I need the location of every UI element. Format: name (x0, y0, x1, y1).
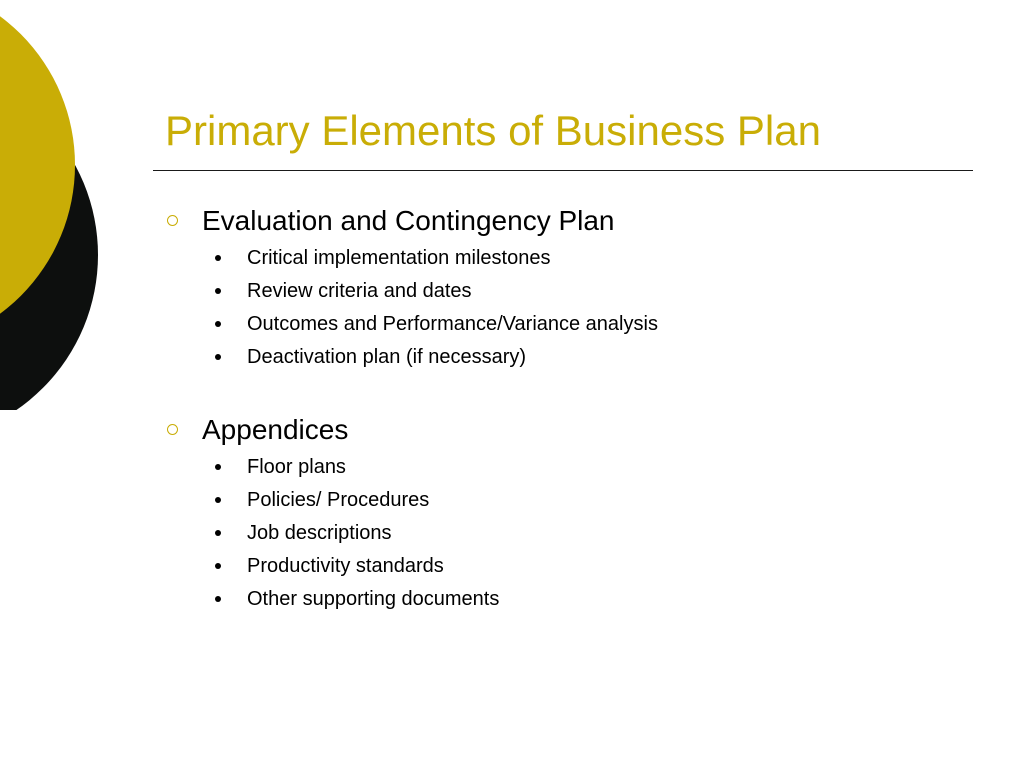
dot-bullet-icon (215, 497, 221, 503)
dot-bullet-icon (215, 530, 221, 536)
dot-bullet-icon (215, 464, 221, 470)
dot-bullet-icon (215, 321, 221, 327)
section-heading: Evaluation and Contingency Plan (202, 205, 615, 236)
dot-bullet-icon (215, 563, 221, 569)
slide-title: Primary Elements of Business Plan (165, 107, 821, 154)
list-item-label: Deactivation plan (if necessary) (247, 346, 527, 368)
list-item-label: Other supporting documents (247, 588, 500, 610)
list-item-label: Productivity standards (247, 555, 444, 577)
list-item-label: Policies/ Procedures (247, 489, 430, 511)
list-item-label: Review criteria and dates (247, 280, 472, 302)
list-item-label: Floor plans (247, 456, 346, 478)
title-divider (153, 170, 973, 171)
dot-bullet-icon (215, 288, 221, 294)
list-item-label: Critical implementation milestones (247, 247, 551, 269)
ring-bullet-icon (167, 424, 178, 435)
dot-bullet-icon (215, 596, 221, 602)
list-item-label: Job descriptions (247, 522, 392, 544)
decorative-circles (0, 0, 110, 410)
dot-bullet-icon (215, 354, 221, 360)
section-heading: Appendices (202, 414, 349, 445)
ring-bullet-icon (167, 215, 178, 226)
dot-bullet-icon (215, 255, 221, 261)
list-item-label: Outcomes and Performance/Variance analysis (247, 313, 658, 335)
